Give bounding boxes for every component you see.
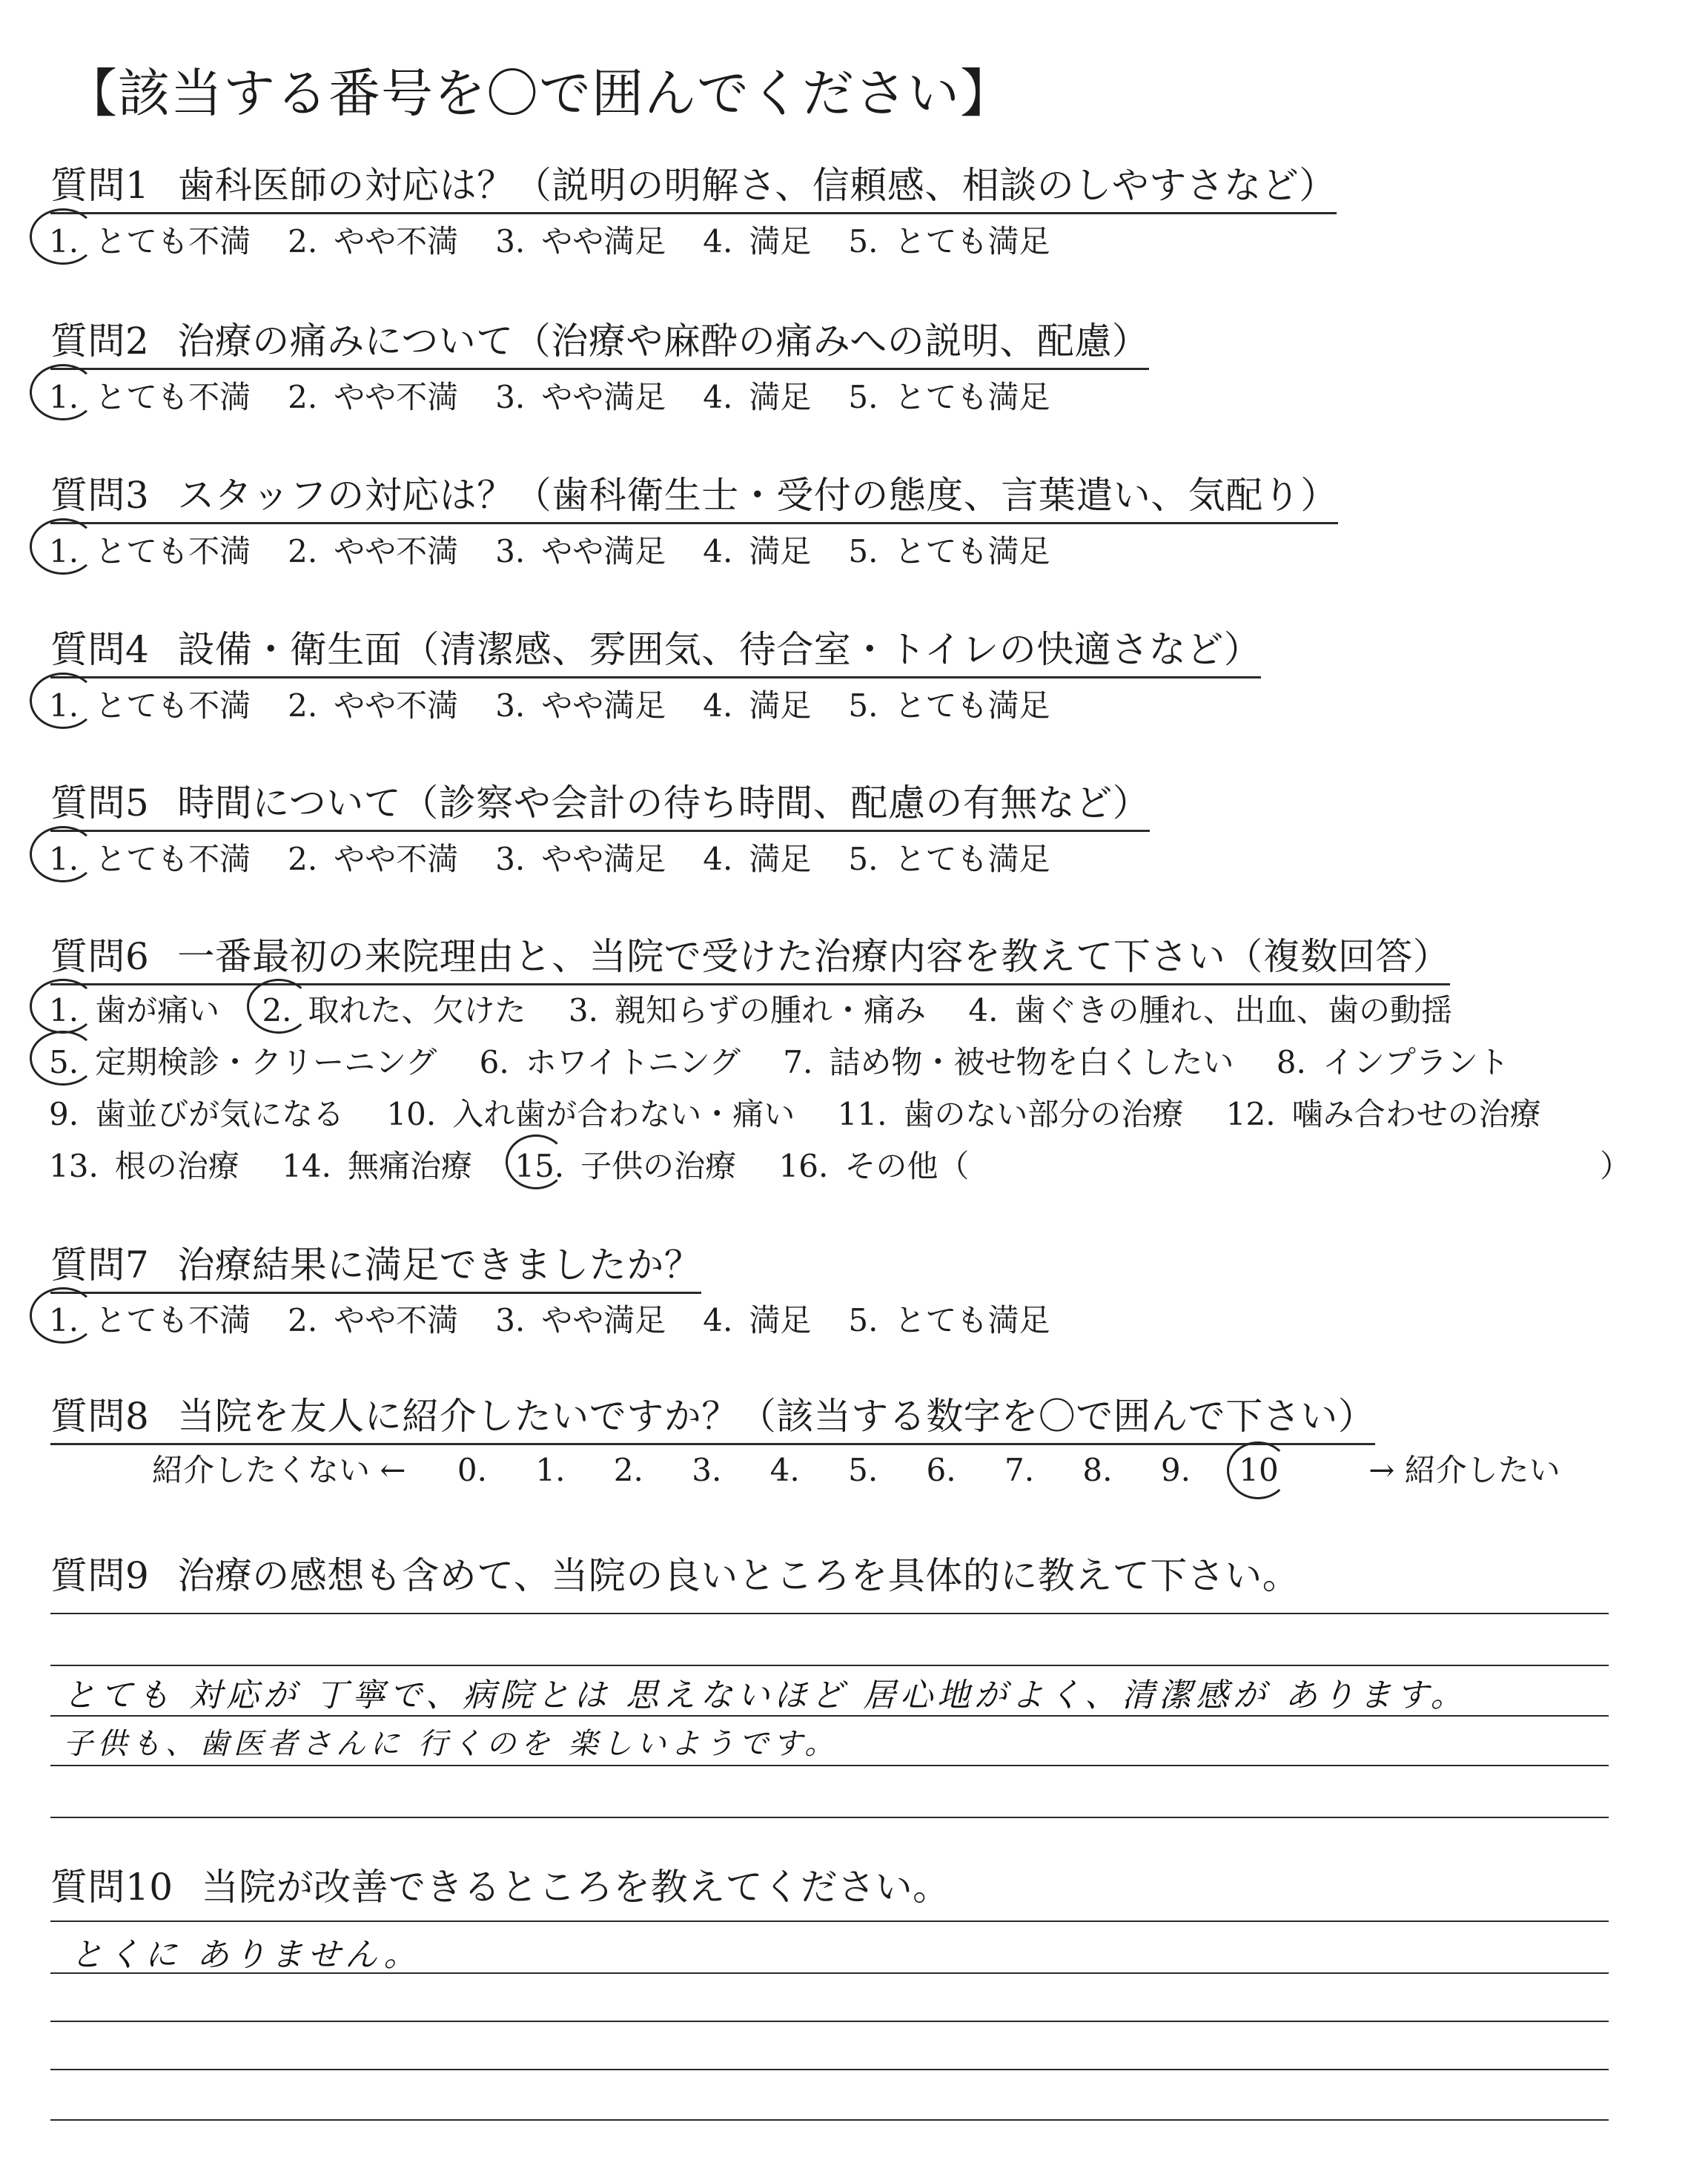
q7-option-1[interactable]: 1. とても不満 [49, 1296, 251, 1341]
q6-option-1[interactable]: 1. 歯が痛い [49, 986, 219, 1031]
question-8 [50, 1387, 1375, 1445]
q2-option-5[interactable]: 5. とても満足 [848, 379, 1050, 415]
q5-option-5[interactable]: 5. とても満足 [848, 841, 1050, 877]
q5-option-2[interactable]: 2. やや不満 [288, 841, 459, 877]
question-9 [50, 1546, 1300, 1602]
question-text: 一番最初の来院理由と、当院で受けた治療内容を教えて下さい（複数回答） [177, 935, 1451, 978]
answer-line [50, 1715, 1609, 1717]
question-number: 質問7 [50, 1244, 150, 1287]
question-7 [50, 1235, 701, 1294]
q7-option-4[interactable]: 4. 満足 [703, 1302, 812, 1338]
q2-option-3[interactable]: 3. やや満足 [495, 379, 666, 415]
selection-circle [30, 364, 96, 420]
answer-line [50, 1817, 1609, 1818]
question-number: 質問8 [50, 1395, 150, 1438]
selection-circle [1227, 1441, 1289, 1499]
q4-option-1[interactable]: 1. とても不満 [49, 681, 251, 726]
q4-option-2[interactable]: 2. やや不満 [288, 687, 459, 724]
scale-value-7[interactable]: 7. [1004, 1452, 1035, 1488]
q6-option-14[interactable]: 14. 無痛治療 [282, 1148, 472, 1184]
q7-options [49, 1296, 1087, 1341]
question-number: 質問2 [50, 320, 150, 363]
q6-row-1 [49, 986, 1485, 1031]
scale-left-label: 紹介したくない ← [152, 1452, 406, 1488]
q4-option-5[interactable]: 5. とても満足 [848, 687, 1050, 724]
q1-option-3[interactable]: 3. やや満足 [495, 223, 666, 260]
handwritten-answer: とくに ありません。 [70, 1936, 421, 1974]
q7-option-5[interactable]: 5. とても満足 [848, 1302, 1050, 1338]
q4-option-3[interactable]: 3. やや満足 [495, 687, 666, 724]
q7-option-2[interactable]: 2. やや不満 [288, 1302, 459, 1338]
selection-circle [30, 208, 96, 265]
q4-option-4[interactable]: 4. 満足 [703, 687, 812, 724]
q6-row-3 [49, 1090, 1574, 1135]
q2-option-2[interactable]: 2. やや不満 [288, 379, 459, 415]
scale-value-3[interactable]: 3. [692, 1452, 722, 1488]
q6-option-7[interactable]: 7. 詰め物・被せ物を白くしたい [783, 1044, 1234, 1080]
question-6 [50, 927, 1450, 985]
q2-option-1[interactable]: 1. とても不満 [49, 373, 251, 417]
question-number: 質問10 [50, 1866, 173, 1909]
scale-value-8[interactable]: 8. [1082, 1452, 1113, 1488]
question-10 [50, 1857, 950, 1914]
q6-option-8[interactable]: 8. インプラント [1276, 1044, 1509, 1080]
q7-option-3[interactable]: 3. やや満足 [495, 1302, 666, 1338]
q5-option-3[interactable]: 3. やや満足 [495, 841, 666, 877]
question-number: 質問4 [50, 628, 150, 671]
selection-circle [30, 826, 96, 882]
answer-line [50, 2021, 1609, 2022]
q1-options [49, 217, 1087, 262]
question-text: 設備・衛生面（清潔感、雰囲気、待合室・トイレの快適さなど） [177, 628, 1262, 671]
answer-line [50, 2069, 1609, 2070]
q6-option-2[interactable]: 2. 取れた、欠けた [262, 986, 526, 1031]
recommend-scale [152, 1446, 1602, 1490]
question-text: 当院が改善できるところを教えてください。 [201, 1866, 950, 1909]
question-number: 質問6 [50, 935, 150, 978]
q4-options [49, 681, 1087, 726]
question-text: スタッフの対応は？（歯科衛生士・受付の態度、言葉遣い、気配り） [177, 474, 1338, 517]
q6-option-3[interactable]: 3. 親知らずの腫れ・痛み [568, 992, 926, 1028]
handwritten-answer: とても 対応が 丁寧で、病院とは 思えないほど 居心地がよく、清潔感が あります。 [63, 1677, 1468, 1714]
scale-value-10[interactable]: 10 [1239, 1452, 1320, 1488]
selection-circle [30, 979, 96, 1034]
q2-option-4[interactable]: 4. 満足 [703, 379, 812, 415]
question-text: 治療結果に満足できましたか？ [177, 1244, 702, 1287]
question-text: 時間について（診察や会計の待ち時間、配慮の有無など） [177, 782, 1151, 825]
q6-option-4[interactable]: 4. 歯ぐきの腫れ、出血、歯の動揺 [968, 992, 1452, 1028]
selection-circle [30, 1287, 96, 1344]
survey-heading: 【該当する番号を〇で囲んでください】 [65, 63, 1013, 124]
scale-value-4[interactable]: 4. [769, 1452, 800, 1488]
scale-value-2[interactable]: 2. [613, 1452, 643, 1488]
question-number: 質問3 [50, 474, 150, 517]
question-text: 治療の痛みについて（治療や麻酔の痛みへの説明、配慮） [177, 320, 1150, 363]
question-3 [50, 466, 1338, 524]
selection-circle [30, 673, 96, 729]
question-number: 質問1 [50, 164, 150, 207]
answer-line [50, 1613, 1609, 1614]
other-close-paren: ） [1600, 1148, 1632, 1184]
q6-option-6[interactable]: 6. ホワイトニング [479, 1044, 741, 1080]
answer-line [50, 1972, 1609, 1974]
scale-value-5[interactable]: 5. [848, 1452, 878, 1488]
q3-option-4[interactable]: 4. 満足 [703, 533, 812, 569]
q6-row-2 [49, 1038, 1542, 1083]
selection-circle [247, 979, 311, 1034]
question-text: 治療の感想も含めて、当院の良いところを具体的に教えて下さい。 [177, 1554, 1300, 1597]
q3-option-1[interactable]: 1. とても不満 [49, 527, 251, 572]
scale-value-0[interactable]: 0. [457, 1452, 487, 1488]
question-1 [50, 156, 1337, 214]
q6-option-12[interactable]: 12. 噛み合わせの治療 [1225, 1096, 1541, 1132]
q6-option-9[interactable]: 9. 歯並びが気になる [49, 1096, 345, 1132]
q6-option-11[interactable]: 11. 歯のない部分の治療 [837, 1096, 1184, 1132]
question-4 [50, 620, 1261, 678]
q6-option-15[interactable]: 15. 子供の治療 [514, 1142, 736, 1186]
answer-line [50, 1765, 1609, 1766]
question-2 [50, 311, 1149, 370]
q6-row-4 [49, 1142, 1002, 1186]
q3-option-3[interactable]: 3. やや満足 [495, 533, 666, 569]
question-5 [50, 773, 1150, 832]
answer-line [50, 1665, 1609, 1666]
answer-line [50, 2119, 1609, 2121]
scale-right-label: → 紹介したい [1368, 1452, 1560, 1488]
question-text: 当院を友人に紹介したいですか？（該当する数字を〇で囲んで下さい） [177, 1395, 1376, 1438]
scale-value-9[interactable]: 9. [1160, 1452, 1191, 1488]
q2-options [49, 373, 1087, 417]
selection-circle [506, 1135, 566, 1189]
q3-options [49, 527, 1087, 572]
q6-option-13[interactable]: 13. 根の治療 [49, 1148, 239, 1184]
q1-option-1[interactable]: 1. とても不満 [49, 217, 251, 262]
q5-option-4[interactable]: 4. 満足 [703, 841, 812, 877]
q1-option-5[interactable]: 5. とても満足 [848, 223, 1050, 260]
q5-option-1[interactable]: 1. とても不満 [49, 835, 251, 879]
selection-circle [30, 1031, 96, 1086]
q3-option-2[interactable]: 2. やや不満 [288, 533, 459, 569]
answer-line [50, 1920, 1609, 1922]
selection-circle [30, 518, 96, 575]
q6-option-16[interactable]: 16. その他（ [778, 1148, 970, 1184]
question-number: 質問5 [50, 782, 150, 825]
q1-option-4[interactable]: 4. 満足 [703, 223, 812, 260]
q6-option-10[interactable]: 10. 入れ歯が合わない・痛い [386, 1096, 795, 1132]
q5-options [49, 835, 1087, 879]
scale-value-1[interactable]: 1. [535, 1452, 566, 1488]
scale-value-6[interactable]: 6. [926, 1452, 956, 1488]
q6-option-5[interactable]: 5. 定期検診・クリーニング [49, 1038, 437, 1083]
q3-option-5[interactable]: 5. とても満足 [848, 533, 1050, 569]
question-text: 歯科医師の対応は？（説明の明解さ、信頼感、相談のしやすさなど） [177, 164, 1337, 207]
question-number: 質問9 [50, 1554, 150, 1597]
q1-option-2[interactable]: 2. やや不満 [288, 223, 459, 260]
handwritten-answer: 子供も、歯医者さんに 行くのを 楽しいようです。 [63, 1727, 839, 1761]
